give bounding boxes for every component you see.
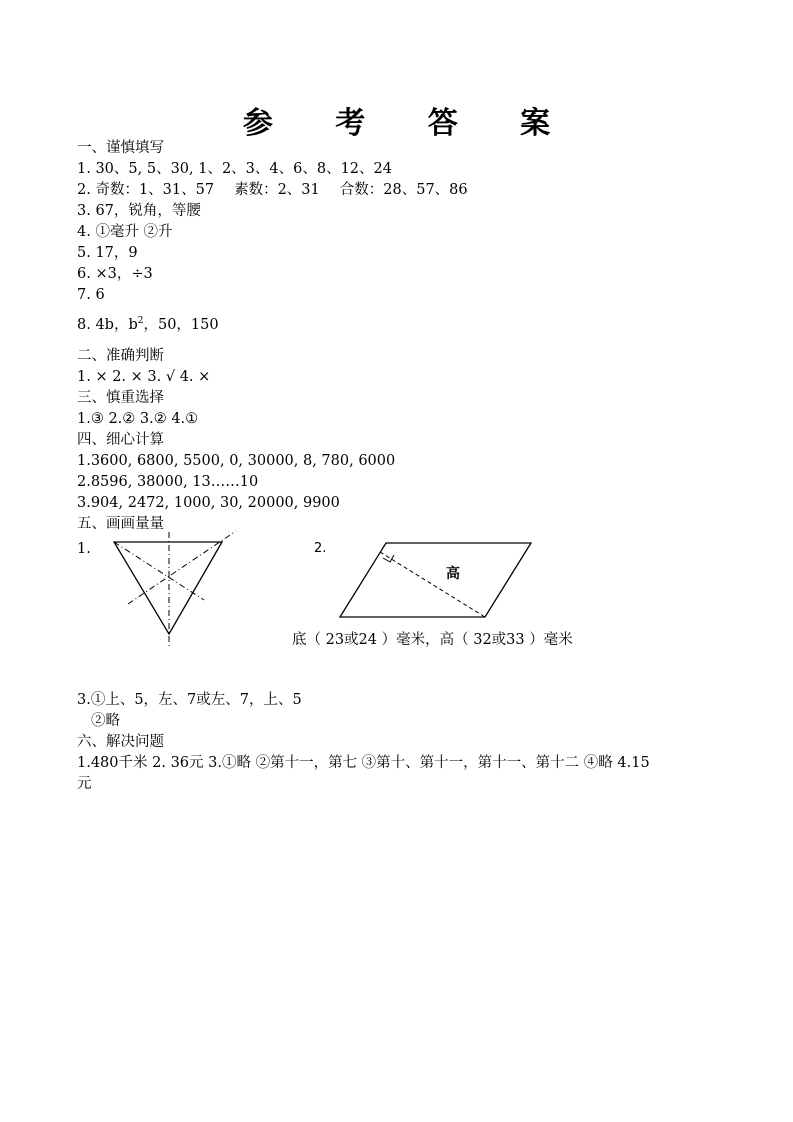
solve-answers-cont: 元	[77, 776, 92, 792]
solve-answers: 1.480千米 2. 36元 3.①略 ②第十一，第七 ③第十、第十一，第十一、第十二 ④略 4.15	[77, 755, 650, 771]
answer-line: 6. ×3，÷3	[77, 266, 153, 282]
section-heading-calc: 四、细心计算	[77, 432, 164, 448]
figure-1-label: 1.	[77, 541, 91, 557]
calc-answer: 3.904, 2472, 1000, 30, 20000, 9900	[77, 495, 340, 511]
judge-answers: 1. × 2. × 3. √ 4. ×	[77, 369, 211, 385]
answer-line: 3. 67，锐角，等腰	[77, 203, 201, 219]
answer-3-line-1: 3.①上、5，左、7或左、7，上、5	[77, 692, 302, 708]
height-line	[380, 552, 485, 617]
right-angle-mark	[383, 555, 394, 562]
section-heading-solve: 六、解决问题	[77, 734, 164, 750]
calc-answer: 1.3600, 6800, 5500, 0, 30000, 8, 780, 6000	[77, 453, 396, 469]
height-label: 高	[446, 566, 460, 582]
superscript: 2	[137, 316, 144, 327]
answer-line: 4. ①毫升 ②升	[77, 224, 173, 240]
answer-line: 5. 17，9	[77, 245, 138, 261]
section-heading-fill: 一、谨慎填写	[77, 140, 164, 156]
figure-2-label: 2.	[314, 541, 327, 556]
prime-numbers: 素数：2、31	[234, 182, 320, 198]
answer-line: 7. 6	[77, 287, 105, 303]
calc-answer: 2.8596, 38000, 13……10	[77, 474, 259, 490]
odd-numbers: 2. 奇数：1、31、57	[77, 182, 215, 198]
answer-8-prefix: 8. 4b，b	[77, 317, 138, 333]
answer-line: 1. 30、5, 5、30, 1、2、3、4、6、8、12、24	[77, 161, 392, 177]
answer-8-suffix: ，50，150	[143, 317, 219, 333]
measure-caption: 底（ 23或24 ）毫米，高（ 32或33 ）毫米	[292, 632, 573, 648]
answer-3-line-2: ②略	[91, 713, 120, 729]
section-heading-judge: 二、准确判断	[77, 348, 164, 364]
section-heading-choice: 三、慎重选择	[77, 390, 164, 406]
composite-numbers: 合数：28、57、86	[339, 182, 468, 198]
page-title: 参 考 答 案	[242, 106, 577, 141]
section-heading-draw: 五、画画量量	[77, 516, 164, 532]
parallelogram-outline	[340, 543, 531, 617]
choice-answers: 1.③ 2.② 3.② 4.①	[77, 411, 199, 427]
